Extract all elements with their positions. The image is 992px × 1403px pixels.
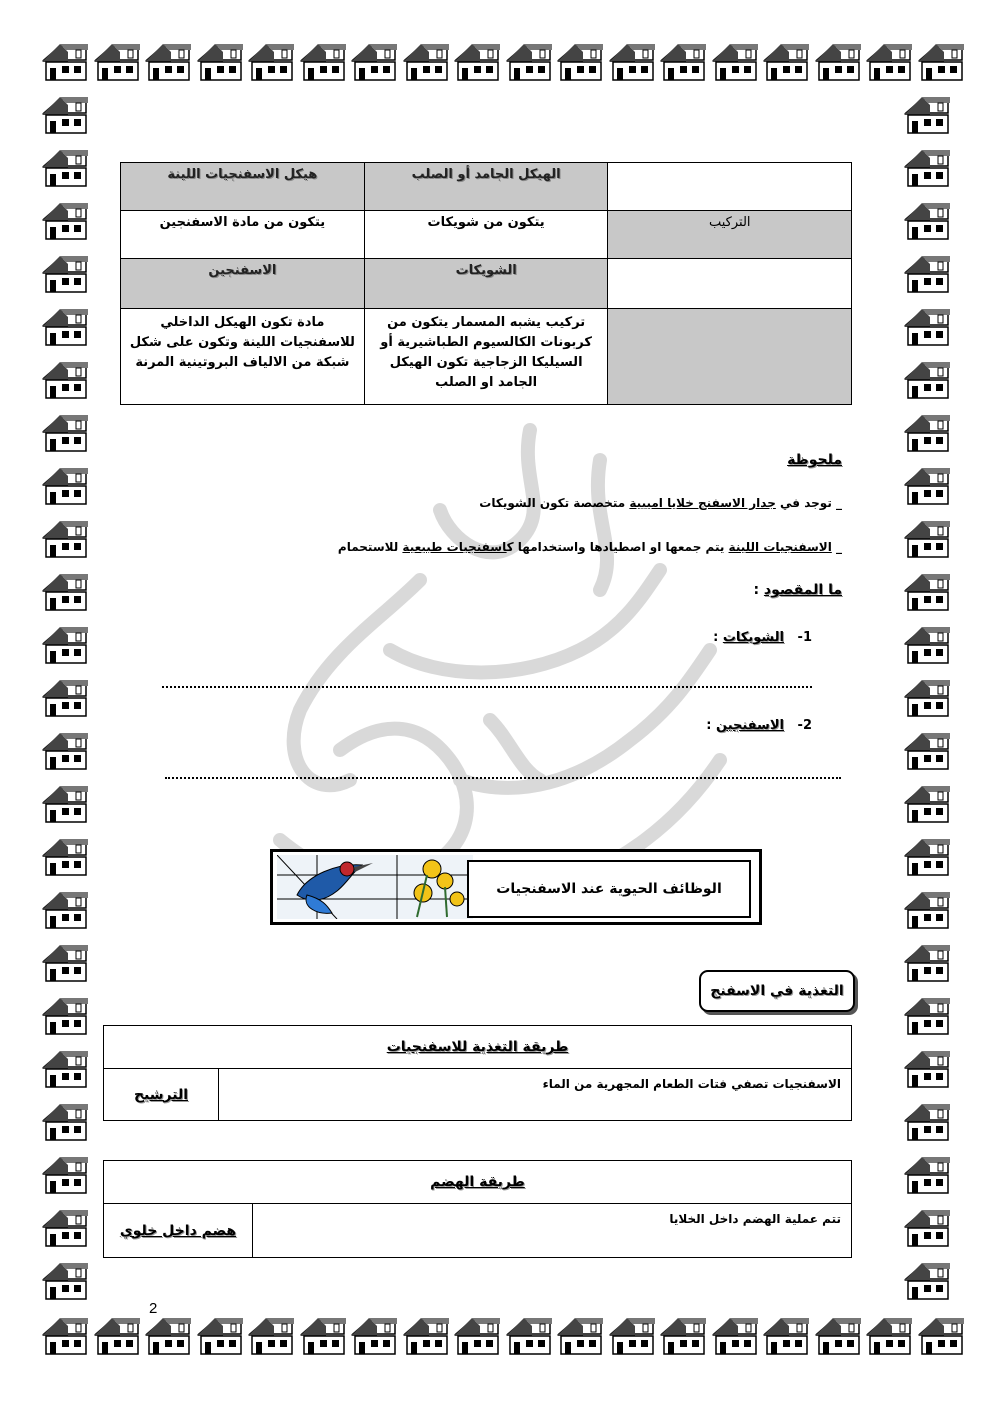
house-icon bbox=[902, 1261, 952, 1301]
feeding-method-text: الاسفنجيات تصفي فتات الطعام المجهرية من الماء bbox=[219, 1069, 852, 1121]
feeding-table-header: طريقة التغذية للاسفنجيات bbox=[104, 1026, 852, 1069]
house-icon bbox=[902, 625, 952, 665]
house-icon bbox=[143, 1316, 193, 1356]
house-icon bbox=[555, 1316, 605, 1356]
digestion-method-label: هضم داخل خلوي bbox=[104, 1204, 253, 1258]
note-line-2: _ الاسفنجيات اللينة يتم جمعها او اصطيادها واستخدامها كاسفنجيات طبيعية للاستحمام bbox=[337, 540, 842, 554]
house-icon bbox=[813, 42, 863, 82]
feeding-method-table bbox=[103, 1025, 852, 1121]
house-icon bbox=[143, 42, 193, 82]
house-icon bbox=[40, 1102, 90, 1142]
house-icon bbox=[761, 42, 811, 82]
definition-item-1: 1- الشويكات : bbox=[713, 630, 812, 645]
house-icon bbox=[246, 42, 296, 82]
house-icon bbox=[902, 466, 952, 506]
cell-soft-composition: يتكون من مادة الاسفنجين bbox=[121, 211, 365, 259]
digestion-table-header: طريقة الهضم bbox=[104, 1161, 852, 1204]
house-icon bbox=[902, 148, 952, 188]
house-icon bbox=[864, 1316, 914, 1356]
house-icon bbox=[902, 943, 952, 983]
note-line-1: _ توجد في جدار الاسفنج خلايا اميبية متخصصة تكون الشويكات bbox=[479, 496, 842, 510]
house-icon bbox=[92, 1316, 142, 1356]
house-icon bbox=[902, 1049, 952, 1089]
house-icon bbox=[902, 1208, 952, 1248]
house-icon bbox=[40, 519, 90, 559]
house-icon bbox=[40, 254, 90, 294]
house-icon bbox=[40, 625, 90, 665]
page-number: 2 bbox=[149, 1300, 158, 1317]
house-icon bbox=[607, 1316, 657, 1356]
house-icon bbox=[195, 42, 245, 82]
digestion-method-table bbox=[103, 1160, 852, 1258]
section-banner bbox=[270, 849, 762, 925]
house-icon bbox=[40, 148, 90, 188]
house-icon bbox=[40, 1155, 90, 1195]
meaning-title: ما المقصود : bbox=[753, 582, 842, 598]
house-icon bbox=[40, 1049, 90, 1089]
house-icon bbox=[40, 95, 90, 135]
house-icon bbox=[40, 42, 90, 82]
house-icon bbox=[40, 307, 90, 347]
house-icon bbox=[349, 42, 399, 82]
house-icon bbox=[40, 360, 90, 400]
answer-line-1[interactable] bbox=[162, 686, 812, 688]
house-icon bbox=[555, 42, 605, 82]
bird-flower-illustration bbox=[277, 855, 473, 919]
house-icon bbox=[607, 42, 657, 82]
house-icon bbox=[40, 1261, 90, 1301]
house-icon bbox=[902, 95, 952, 135]
cell-hard-composition: يتكون من شويكات bbox=[364, 211, 608, 259]
house-icon bbox=[902, 572, 952, 612]
house-icon bbox=[452, 1316, 502, 1356]
header-hard-skeleton: الهيكل الجامد أو الصلب bbox=[364, 163, 608, 211]
house-icon bbox=[452, 42, 502, 82]
house-icon bbox=[40, 572, 90, 612]
house-icon bbox=[902, 784, 952, 824]
house-icon bbox=[349, 1316, 399, 1356]
house-icon bbox=[902, 837, 952, 877]
house-icon bbox=[902, 996, 952, 1036]
feeding-method-label: الترشيح bbox=[104, 1069, 219, 1121]
house-icon bbox=[902, 360, 952, 400]
house-icon bbox=[40, 1316, 90, 1356]
house-icon bbox=[864, 42, 914, 82]
house-icon bbox=[40, 837, 90, 877]
cell-spongin-title: الاسفنجين bbox=[121, 259, 365, 309]
house-icon bbox=[902, 254, 952, 294]
house-icon bbox=[40, 678, 90, 718]
header-empty-cell bbox=[608, 163, 852, 211]
house-icon bbox=[902, 678, 952, 718]
answer-line-2[interactable] bbox=[165, 777, 841, 779]
house-icon bbox=[298, 42, 348, 82]
note-title: ملحوظة bbox=[787, 452, 842, 468]
house-icon bbox=[658, 1316, 708, 1356]
cell-spicules-title: الشويكات bbox=[364, 259, 608, 309]
house-icon bbox=[710, 1316, 760, 1356]
house-icon bbox=[40, 413, 90, 453]
cell-row2-empty bbox=[608, 259, 852, 309]
house-icon bbox=[902, 307, 952, 347]
house-icon bbox=[902, 1102, 952, 1142]
definition-item-2: 2- الاسفنجين : bbox=[706, 718, 812, 733]
house-icon bbox=[40, 1208, 90, 1248]
house-icon bbox=[902, 1155, 952, 1195]
house-icon bbox=[916, 42, 966, 82]
cell-spongin-definition: مادة تكون الهيكل الداخلي للاسفنجيات اللينة وتكون على شكل شبكة من الالياف البروتينية المرنة bbox=[121, 309, 365, 405]
house-icon bbox=[902, 731, 952, 771]
digestion-method-text: تتم عملية الهضم داخل الخلايا bbox=[253, 1204, 852, 1258]
house-icon bbox=[902, 890, 952, 930]
house-icon bbox=[40, 784, 90, 824]
house-icon bbox=[401, 42, 451, 82]
house-icon bbox=[902, 201, 952, 241]
house-icon bbox=[92, 42, 142, 82]
header-soft-skeleton: هيكل الاسفنجيات اللينة bbox=[121, 163, 365, 211]
cell-spicules-definition: تركيب يشبه المسمار يتكون من كربونات الكالسيوم الطباشيرية أو السيليكا الزجاجية تكون الهيكل الجامد او الصلب bbox=[364, 309, 608, 405]
house-icon bbox=[761, 1316, 811, 1356]
house-icon bbox=[658, 42, 708, 82]
house-icon bbox=[504, 1316, 554, 1356]
house-icon bbox=[916, 1316, 966, 1356]
house-icon bbox=[246, 1316, 296, 1356]
house-icon bbox=[40, 201, 90, 241]
house-icon bbox=[902, 413, 952, 453]
cell-row3-empty bbox=[608, 309, 852, 405]
house-icon bbox=[40, 996, 90, 1036]
house-icon bbox=[902, 519, 952, 559]
cell-composition-label: التركيب bbox=[608, 211, 852, 259]
house-icon bbox=[298, 1316, 348, 1356]
house-icon bbox=[40, 466, 90, 506]
house-icon bbox=[40, 943, 90, 983]
feeding-section-title: التغذية في الاسفنج bbox=[699, 970, 855, 1012]
banner-title: الوظائف الحيوية عند الاسفنجيات bbox=[467, 860, 751, 918]
house-icon bbox=[504, 42, 554, 82]
house-icon bbox=[401, 1316, 451, 1356]
house-icon bbox=[813, 1316, 863, 1356]
house-icon bbox=[710, 42, 760, 82]
house-icon bbox=[40, 731, 90, 771]
skeleton-comparison-table bbox=[120, 162, 852, 405]
house-icon bbox=[195, 1316, 245, 1356]
house-icon bbox=[40, 890, 90, 930]
